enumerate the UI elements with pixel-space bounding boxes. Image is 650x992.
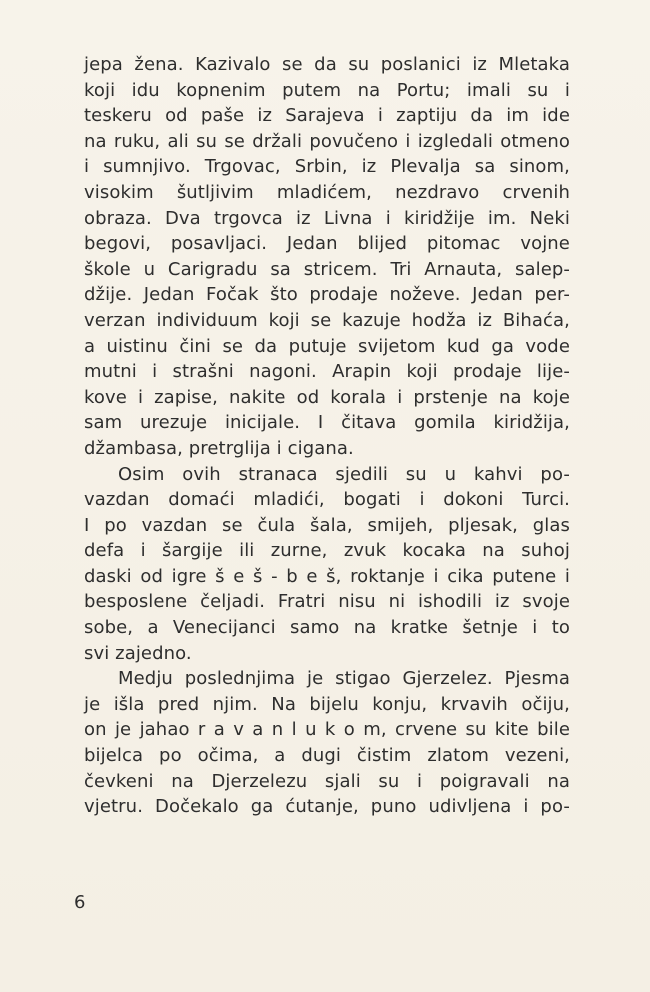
text-line: i sumnjivo. Trgovac, Srbin, iz Plevalja sa sinom, [84,156,570,178]
text-line: koji idu kopnenim putem na Portu; imali su i [84,79,570,101]
text-line: begovi, posavljaci. Jedan blijed pitomac vojne [84,233,570,255]
text-line: on je jahao r a v a n l u k o m, crvene su kite bile [84,719,570,741]
text-line: visokim šutljivim mladićem, nezdravo crvenih [84,181,570,203]
text-line: džije. Jedan Fočak što prodaje noževe. Jedan per- [84,284,570,306]
text-line: mutni i strašni nagoni. Arapin koji prodaje lije- [84,361,570,383]
text-line: svi zajedno. [84,642,192,664]
text-line: vjetru. Dočekalo ga ćutanje, puno udivljena i po- [84,796,570,818]
text-line: Osim ovih stranaca sjedili su u kahvi po- [118,463,570,485]
text-line: džambasa, pretrglija i cigana. [84,437,354,459]
text-line: vazdan domaći mladići, bogati i dokoni Turci. [84,489,570,511]
text-line: jepa žena. Kazivalo se da su poslanici iz Mletaka [84,54,570,75]
text-line: Medju poslednjima je stigao Gjerzelez. Pjesma [118,668,570,690]
text-line: defa i šargije ili zurne, zvuk kocaka na suhoj [84,540,570,562]
text-line: čevkeni na Djerzelezu sjali su i poigravali na [84,770,570,792]
page-number: 6 [74,892,86,913]
text-line: teskeru od paše iz Sarajeva i zaptiju da im ide [84,105,570,127]
text-line: sam urezuje inicijale. I čitava gomila kiridžija, [84,412,570,434]
text-line: bijelca po očima, a dugi čistim zlatom vezeni, [84,745,570,767]
text-line: na ruku, ali su se držali povučeno i izgledali otmeno [84,130,570,152]
text-line: besposlene čeljadi. Fratri nisu ni ishodili iz svoje [84,591,570,613]
text-line: škole u Carigradu sa stricem. Tri Arnauta, salep- [84,258,570,280]
body-text [84,52,570,820]
text-line: daski od igre š e š - b e š, roktanje i cika putene i [84,565,570,587]
text-line: kove i zapise, nakite od korala i prstenje na koje [84,386,570,408]
text-line: sobe, a Venecijanci samo na kratke šetnje i to [84,617,570,639]
text-line: a uistinu čini se da putuje svijetom kud ga vode [84,335,570,357]
text-line: obraza. Dva trgovca iz Livna i kiridžije im. Neki [84,207,570,229]
text-line: I po vazdan se čula šala, smijeh, pljesak, glas [84,514,570,536]
text-line: verzan individuum koji se kazuje hodža iz Bihaća, [84,309,570,331]
text-line: je išla pred njim. Na bijelu konju, krvavih očiju, [84,693,570,715]
